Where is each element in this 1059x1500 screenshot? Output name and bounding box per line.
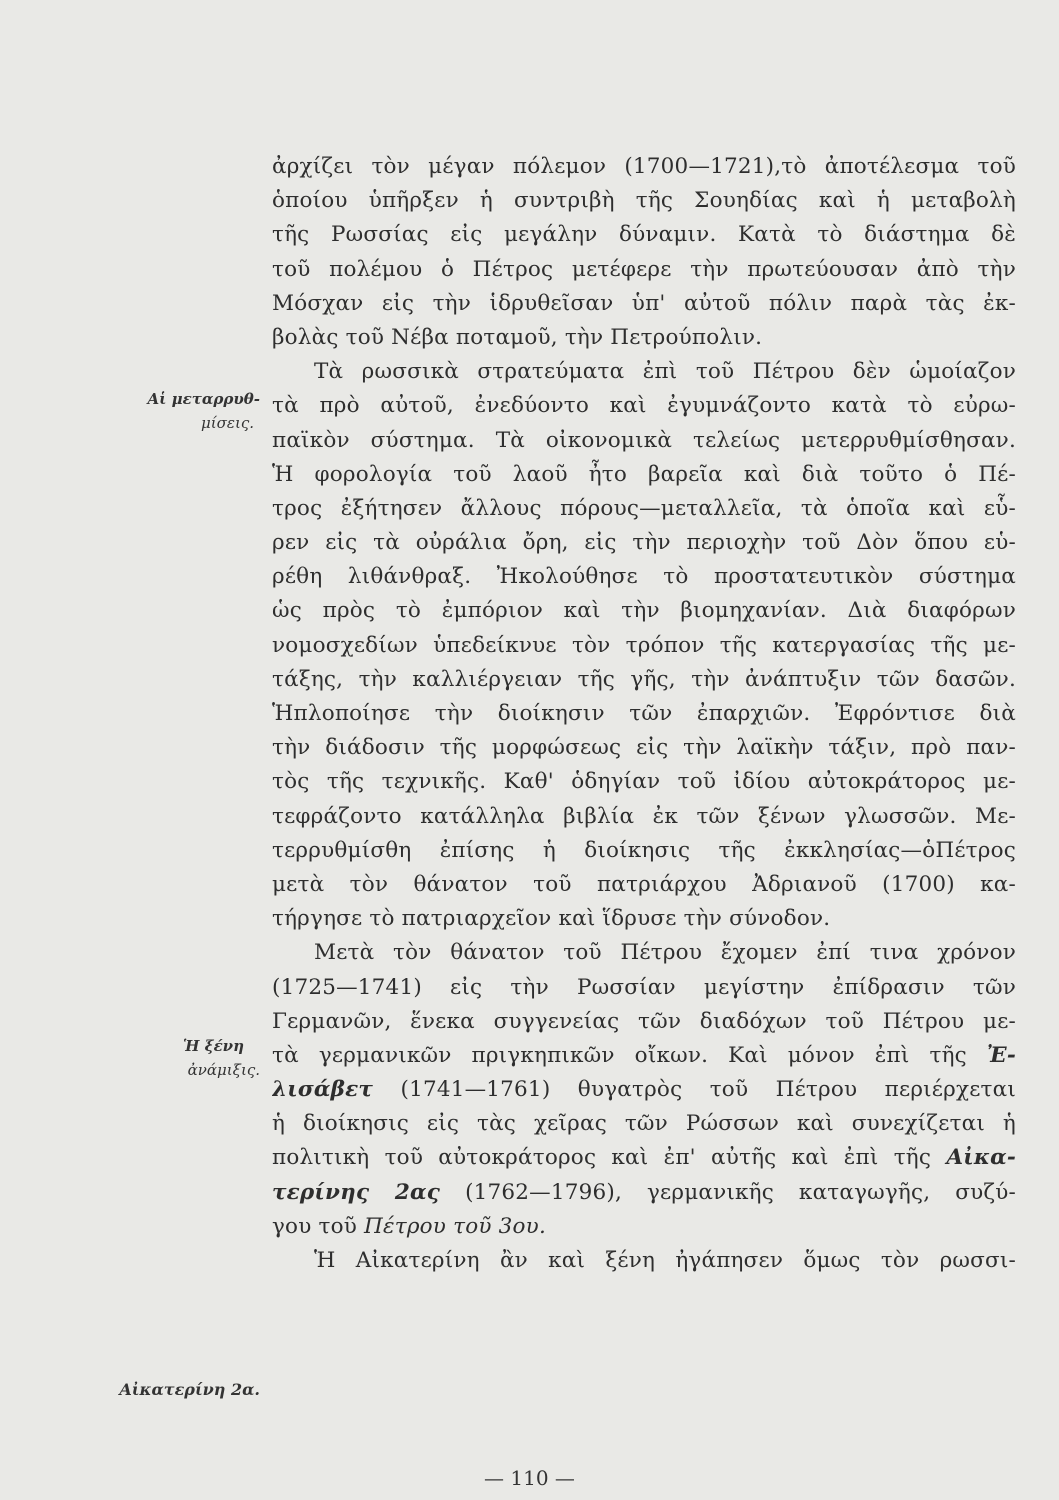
text-line: τὴν διάδοσιν τῆς μορφώσεως εἰς τὴν λαϊκὴν τάξιν, πρὸ παν- xyxy=(272,735,1016,761)
text-line: τὰ πρὸ αὐτοῦ, ἐνεδύοντο καὶ ἐγυμνάζοντο κατὰ τὸ εὐρω- xyxy=(272,393,1016,419)
text-line: ὁποίου ὑπῆρξεν ἡ συντριβὴ τῆς Σουηδίας καὶ ἡ μεταβολὴ xyxy=(272,188,1016,214)
text-line: Μετὰ τὸν θάνατον τοῦ Πέτρου ἔχομεν ἐπί τινα χρόνον xyxy=(314,940,1016,966)
text-line: τὸς τῆς τεχνικῆς. Καθ' ὁδηγίαν τοῦ ἰδίου αὐτοκράτορος με- xyxy=(272,769,1016,795)
text-line: ἀρχίζει τὸν μέγαν πόλεμον (1700—1721),τὸ ἀποτέλεσμα τοῦ xyxy=(272,154,1016,179)
text-line: ἡ διοίκησις εἰς τὰς χεῖρας τῶν Ρώσσων καὶ συνεχίζεται ἡ xyxy=(272,1111,1016,1137)
text-line: τήργησε τὸ πατριαρχεῖον καὶ ἵδρυσε τὴν σύνοδον. xyxy=(272,906,831,932)
text-line: γου τοῦ Πέτρου τοῦ 3ου. xyxy=(272,1213,546,1239)
name-catherine-part: Αἰκα- xyxy=(946,1145,1016,1171)
text-line: λισάβετ (1741—1761) θυγατρὸς τοῦ Πέτρου περιέρχεται xyxy=(272,1077,1016,1103)
text-line: Γερμανῶν, ἕνεκα συγγενείας τῶν διαδόχων τοῦ Πέτρου με- xyxy=(272,1008,1016,1034)
margin-note-reforms: Αἱ μεταρρυθ- μίσεις. xyxy=(147,390,260,432)
name-peter-3: Πέτρου τοῦ 3ου. xyxy=(364,1213,546,1239)
margin-note-foreign-interference: Ἡ ξένη ἀνάμιξις. xyxy=(183,1037,260,1079)
name-elizabeth: λισάβετ xyxy=(272,1077,374,1103)
text-line: τοῦ πολέμου ὁ Πέτρος μετέφερε τὴν πρωτεύουσαν ἀπὸ τὴν xyxy=(272,256,1016,282)
text-line: παϊκὸν σύστημα. Τὰ οἰκονομικὰ τελείως μετερρυθμίσθησαν. xyxy=(272,427,1016,453)
page-number: — 110 — xyxy=(484,1466,575,1490)
text-line: μετὰ τὸν θάνατον τοῦ πατριάρχου Ἀδριανοῦ (1700) κα- xyxy=(272,871,1016,897)
text-line: Μόσχαν εἰς τὴν ἱδρυθεῖσαν ὑπ' αὐτοῦ πόλιν παρὰ τὰς ἐκ- xyxy=(272,290,1016,316)
text-line: τάξης, τὴν καλλιέργειαν τῆς γῆς, τὴν ἀνάπτυξιν τῶν δασῶν. xyxy=(272,666,1016,692)
text-line: πολιτικὴ τοῦ αὐτοκράτορος καὶ ἐπ' αὐτῆς καὶ ἐπὶ τῆς Αἰκα- xyxy=(272,1145,1016,1171)
name-catherine: τερίνης 2ας xyxy=(272,1179,441,1205)
text-line: Ἡ φορολογία τοῦ λαοῦ ἦτο βαρεῖα καὶ διὰ τοῦτο ὁ Πέ- xyxy=(272,461,1016,487)
text-line: Ἡπλοποίησε τὴν διοίκησιν τῶν ἐπαρχιῶν. Ἐφρόντισε διὰ xyxy=(272,701,1016,726)
text-line: τὰ γερμανικῶν πριγκηπικῶν οἴκων. Καὶ μόνον ἐπὶ τῆς Ἐ- xyxy=(272,1042,1016,1068)
text-line: τεφράζοντο κατάλληλα βιβλία ἐκ τῶν ξένων γλωσσῶν. Με- xyxy=(272,803,1016,829)
text-line: ρεν εἰς τὰ οὐράλια ὄρη, εἰς τὴν περιοχὴν τοῦ Δὸν ὅπου εὑ- xyxy=(272,530,1016,556)
text-line: νομοσχεδίων ὑπεδείκνυε τὸν τρόπον τῆς κατεργασίας τῆς με- xyxy=(272,632,1016,658)
main-text xyxy=(272,150,1016,1278)
name-elizabeth-part: Ἐ- xyxy=(986,1042,1016,1068)
text-line: ρέθη λιθάνθραξ. Ἠκολούθησε τὸ προστατευτικὸν σύστημα xyxy=(272,564,1016,590)
text-line: (1725—1741) εἰς τὴν Ρωσσίαν μεγίστην ἐπίδρασιν τῶν xyxy=(272,974,1016,1000)
text-line: τρος ἐξήτησεν ἄλλους πόρους—μεταλλεῖα, τὰ ὁποῖα καὶ εὗ- xyxy=(272,495,1016,521)
text-line: τῆς Ρωσσίας εἰς μεγάλην δύναμιν. Κατὰ τὸ διάστημα δὲ xyxy=(272,222,1016,248)
text-line: ὡς πρὸς τὸ ἐμπόριον καὶ τὴν βιομηχανίαν. Διὰ διαφόρων xyxy=(272,598,1016,624)
text-line: τερρυθμίσθη ἐπίσης ἡ διοίκησις τῆς ἐκκλησίας—ὁΠέτρος xyxy=(272,837,1016,863)
margin-note-catherine: Αἰκατερίνη 2α. xyxy=(119,1380,260,1399)
text-line: Ἡ Αἰκατερίνη ἂν καὶ ξένη ἠγάπησεν ὅμως τὸν ρωσσι- xyxy=(314,1248,1016,1273)
text-line: βολὰς τοῦ Νέβα ποταμοῦ, τὴν Πετρούπολιν. xyxy=(272,324,763,350)
text-line: Τὰ ρωσσικὰ στρατεύματα ἐπὶ τοῦ Πέτρου δὲν ὡμοίαζον xyxy=(314,359,1016,385)
text-line: τερίνης 2ας (1762—1796), γερμανικῆς καταγωγῆς, συζύ- xyxy=(272,1179,1016,1205)
